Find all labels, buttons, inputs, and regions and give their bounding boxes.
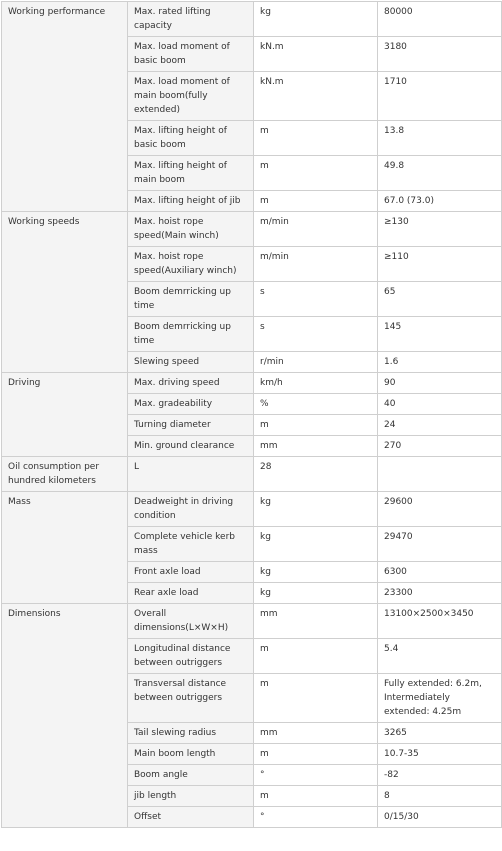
specifications-table-body: [2, 2, 502, 828]
value-cell: 1710: [378, 72, 502, 121]
value-cell: Fully extended: 6.2m, Intermediately extended: 4.25m: [378, 674, 502, 723]
item-cell: Slewing speed: [128, 352, 254, 373]
table-row: [2, 457, 502, 492]
item-cell: Transversal distance between outriggers: [128, 674, 254, 723]
value-cell: 3180: [378, 37, 502, 72]
item-cell: Main boom length: [128, 744, 254, 765]
item-cell: Boom demrricking up time: [128, 282, 254, 317]
unit-cell: m: [254, 639, 378, 674]
value-cell: 8: [378, 786, 502, 807]
specifications-table: [1, 1, 502, 828]
category-cell: Working performance: [2, 2, 128, 212]
unit-cell: r/min: [254, 352, 378, 373]
item-cell: Tail slewing radius: [128, 723, 254, 744]
category-cell: Oil consumption per hundred kilometers: [2, 457, 128, 492]
item-cell: Overall dimensions(L×W×H): [128, 604, 254, 639]
item-cell: Max. load moment of main boom(fully extended): [128, 72, 254, 121]
value-cell: 29470: [378, 527, 502, 562]
unit-cell: m: [254, 121, 378, 156]
value-cell: 1.6: [378, 352, 502, 373]
item-cell: Max. hoist rope speed(Auxiliary winch): [128, 247, 254, 282]
unit-cell: kg: [254, 492, 378, 527]
unit-cell: °: [254, 765, 378, 786]
unit-cell: kN.m: [254, 72, 378, 121]
item-cell: Boom angle: [128, 765, 254, 786]
value-cell: 80000: [378, 2, 502, 37]
unit-cell: m: [254, 786, 378, 807]
category-cell: Driving: [2, 373, 128, 457]
item-cell: Rear axle load: [128, 583, 254, 604]
unit-cell: m: [254, 674, 378, 723]
item-cell: Max. driving speed: [128, 373, 254, 394]
value-cell: 49.8: [378, 156, 502, 191]
table-row: [2, 2, 502, 37]
unit-cell: km/h: [254, 373, 378, 394]
unit-cell: mm: [254, 604, 378, 639]
value-cell: ≥110: [378, 247, 502, 282]
value-cell: 6300: [378, 562, 502, 583]
value-cell: 270: [378, 436, 502, 457]
item-cell: Max. load moment of basic boom: [128, 37, 254, 72]
unit-cell: 28: [254, 457, 378, 492]
unit-cell: m/min: [254, 247, 378, 282]
unit-cell: kN.m: [254, 37, 378, 72]
unit-cell: %: [254, 394, 378, 415]
unit-cell: m: [254, 191, 378, 212]
item-cell: Max. lifting height of jib: [128, 191, 254, 212]
item-cell: Min. ground clearance: [128, 436, 254, 457]
value-cell: 5.4: [378, 639, 502, 674]
unit-cell: s: [254, 317, 378, 352]
value-cell: 90: [378, 373, 502, 394]
item-cell: Max. lifting height of basic boom: [128, 121, 254, 156]
unit-cell: kg: [254, 2, 378, 37]
table-row: [2, 373, 502, 394]
item-cell: L: [128, 457, 254, 492]
value-cell: 65: [378, 282, 502, 317]
item-cell: Max. rated lifting capacity: [128, 2, 254, 37]
unit-cell: kg: [254, 527, 378, 562]
table-row: [2, 604, 502, 639]
value-cell: [378, 457, 502, 492]
unit-cell: mm: [254, 436, 378, 457]
item-cell: Max. gradeability: [128, 394, 254, 415]
value-cell: 13100×2500×3450: [378, 604, 502, 639]
category-cell: Dimensions: [2, 604, 128, 828]
value-cell: 3265: [378, 723, 502, 744]
value-cell: 24: [378, 415, 502, 436]
item-cell: Offset: [128, 807, 254, 828]
unit-cell: kg: [254, 583, 378, 604]
item-cell: Max. hoist rope speed(Main winch): [128, 212, 254, 247]
value-cell: 29600: [378, 492, 502, 527]
value-cell: ≥130: [378, 212, 502, 247]
value-cell: 40: [378, 394, 502, 415]
item-cell: Complete vehicle kerb mass: [128, 527, 254, 562]
item-cell: Longitudinal distance between outriggers: [128, 639, 254, 674]
unit-cell: m: [254, 415, 378, 436]
category-cell: Working speeds: [2, 212, 128, 373]
item-cell: Boom demrricking up time: [128, 317, 254, 352]
value-cell: 145: [378, 317, 502, 352]
unit-cell: mm: [254, 723, 378, 744]
category-cell: Mass: [2, 492, 128, 604]
table-row: [2, 212, 502, 247]
value-cell: 13.8: [378, 121, 502, 156]
unit-cell: m: [254, 156, 378, 191]
value-cell: -82: [378, 765, 502, 786]
value-cell: 23300: [378, 583, 502, 604]
item-cell: Max. lifting height of main boom: [128, 156, 254, 191]
value-cell: 0/15/30: [378, 807, 502, 828]
unit-cell: °: [254, 807, 378, 828]
value-cell: 10.7-35: [378, 744, 502, 765]
unit-cell: m: [254, 744, 378, 765]
item-cell: jib length: [128, 786, 254, 807]
unit-cell: kg: [254, 562, 378, 583]
item-cell: Front axle load: [128, 562, 254, 583]
item-cell: Turning diameter: [128, 415, 254, 436]
item-cell: Deadweight in driving condition: [128, 492, 254, 527]
unit-cell: m/min: [254, 212, 378, 247]
value-cell: 67.0 (73.0): [378, 191, 502, 212]
unit-cell: s: [254, 282, 378, 317]
table-row: [2, 492, 502, 527]
